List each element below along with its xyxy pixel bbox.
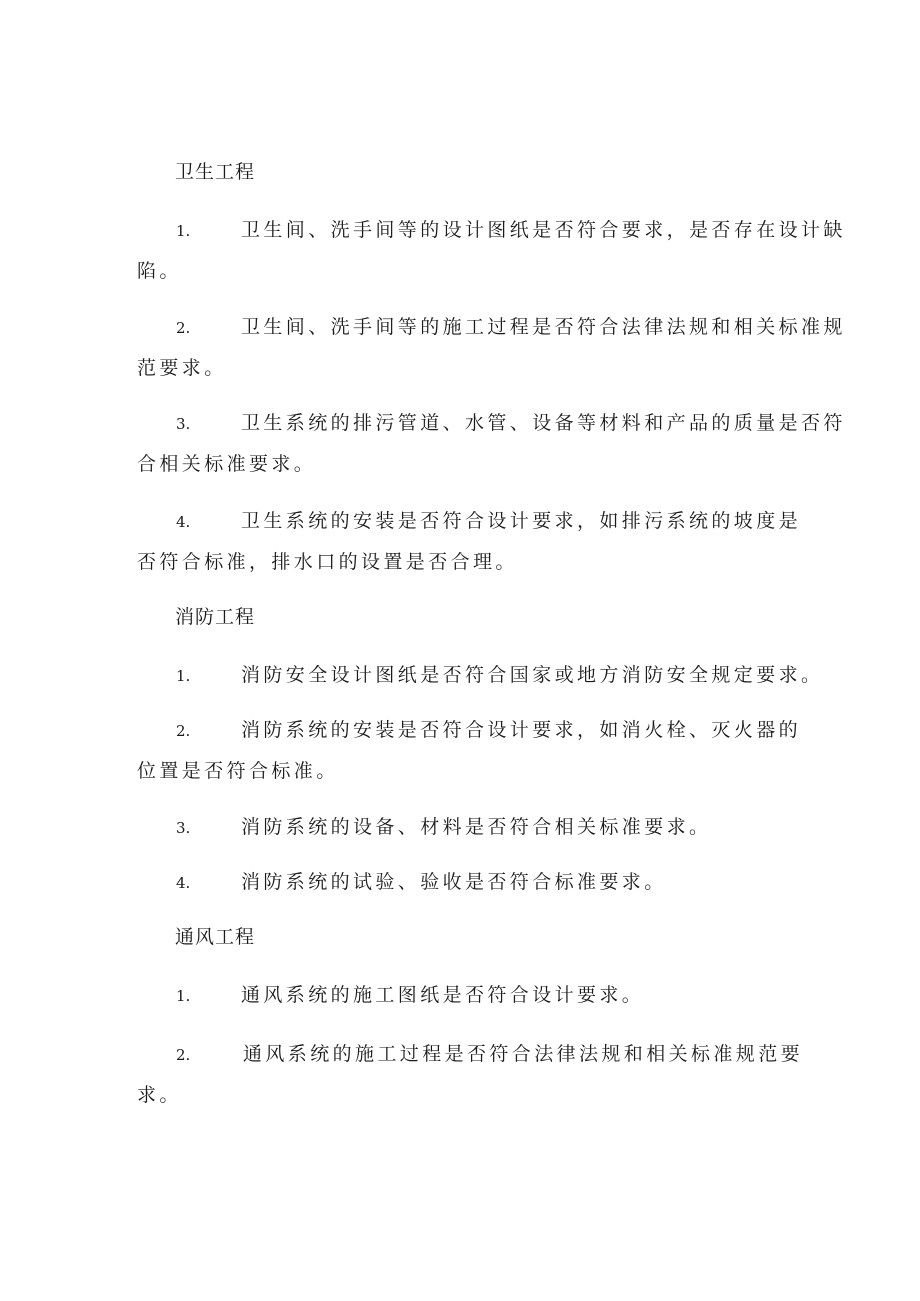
item-number: 1. [176, 987, 191, 1005]
item-number: 3. [176, 819, 191, 837]
item-text-line: 卫生间、洗手间等的施工过程是否符合法律法规和相关标准规 [241, 316, 846, 338]
item-text-line: 消防系统的试验、验收是否符合标准要求。 [241, 871, 667, 893]
item-number: 1. [176, 667, 191, 685]
item-text-line: 位置是否符合标准。 [137, 760, 339, 782]
item-text-line: 陷。 [137, 260, 182, 282]
item-number: 3. [176, 415, 191, 433]
item-number: 2. [176, 1046, 191, 1064]
item-number: 2. [176, 319, 191, 337]
section-heading-sanitary: 卫生工程 [175, 161, 256, 183]
item-text-line: 否符合标准，排水口的设置是否合理。 [137, 551, 518, 573]
item-text-line: 卫生间、洗手间等的设计图纸是否符合要求，是否存在设计缺 [241, 219, 846, 241]
section-heading-fire-protection: 消防工程 [175, 606, 256, 628]
item-number: 1. [176, 222, 191, 240]
item-text-line: 卫生系统的排污管道、水管、设备等材料和产品的质量是否符 [241, 412, 846, 434]
item-text-line: 通风系统的施工过程是否符合法律法规和相关标准规范要 [243, 1043, 804, 1065]
item-number: 4. [176, 513, 191, 531]
section-heading-ventilation: 通风工程 [175, 926, 256, 948]
item-text-line: 通风系统的施工图纸是否符合设计要求。 [241, 984, 645, 1006]
item-text-line: 卫生系统的安装是否符合设计要求，如排污系统的坡度是 [241, 510, 802, 532]
item-number: 4. [176, 874, 191, 892]
item-text-line: 消防系统的安装是否符合设计要求，如消火栓、灭火器的 [241, 719, 802, 741]
item-number: 2. [176, 722, 191, 740]
item-text-line: 消防系统的设备、材料是否符合相关标准要求。 [241, 816, 712, 838]
item-text-line: 范要求。 [137, 357, 227, 379]
item-text-line: 求。 [137, 1084, 182, 1106]
item-text-line: 消防安全设计图纸是否符合国家或地方消防安全规定要求。 [241, 664, 824, 686]
item-text-line: 合相关标准要求。 [137, 453, 317, 475]
